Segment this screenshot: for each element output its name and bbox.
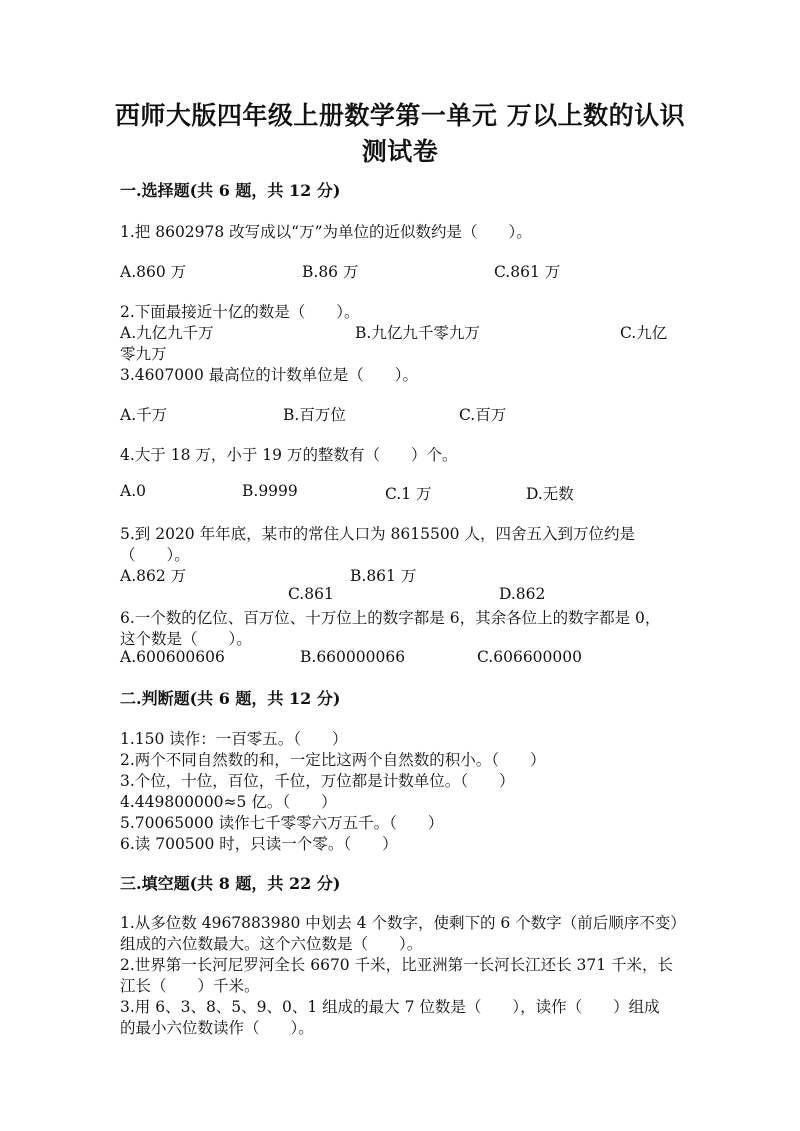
option: B.九亿九千零九万 [355, 324, 480, 342]
question-stem: 2.下面最接近十亿的数是（ ）。 [120, 303, 360, 321]
judge-item: 5.70065000 读作七千零零六万五千。（ ） [120, 814, 444, 832]
question-stem: 3.4607000 最高位的计数单位是（ ）。 [120, 366, 418, 384]
option: B.660000066 [300, 648, 406, 666]
option: B.861 万 [350, 567, 417, 585]
question-stem-cont: （ ）。 [120, 546, 190, 564]
fill-line: 2.世界第一长河尼罗河全长 6670 千米，比亚洲第一长河长江还长 371 千米，长 [120, 956, 674, 974]
judge-item: 2.两个不同自然数的和，一定比这两个自然数的积小。（ ） [120, 751, 546, 769]
fill-line: 江长（ ）千米。 [120, 977, 260, 995]
option: C.九亿 [620, 324, 668, 342]
fill-line: 1.从多位数 4967883980 中划去 4 个数字，使剩下的 6 个数字（前后顺序不变） [120, 914, 686, 932]
page-title: 西师大版四年级上册数学第一单元 万以上数的认识 [114, 101, 686, 130]
option: C.861 [288, 585, 334, 603]
judge-item: 3.个位，十位，百位，千位，万位都是计数单位。（ ） [120, 772, 515, 790]
page-title-line2: 测试卷 [361, 137, 439, 166]
fill-line: 的最小六位数读作（ ）。 [120, 1019, 314, 1037]
option: C.861 万 [494, 263, 561, 281]
question-stem-cont: 这个数是（ ）。 [120, 630, 252, 648]
option: A.0 [120, 482, 146, 500]
option: A.千万 [120, 406, 168, 424]
option: B.百万位 [283, 406, 346, 424]
question-stem: 4.大于 18 万，小于 19 万的整数有（ ）个。 [120, 446, 458, 464]
section-heading-choice: 一.选择题(共 6 题，共 12 分) [120, 181, 341, 200]
option: A.九亿九千万 [120, 324, 214, 342]
judge-item: 1.150 读作：一百零五。（ ） [120, 730, 348, 748]
option: D.862 [499, 585, 546, 603]
option-wrap: 零九万 [120, 345, 167, 363]
option: D.无数 [526, 485, 574, 503]
option: C.606600000 [477, 648, 582, 666]
section-heading-fill: 三.填空题(共 8 题，共 22 分) [120, 874, 341, 893]
option: A.860 万 [120, 263, 187, 281]
option: B.9999 [242, 482, 298, 500]
judge-item: 6.读 700500 时，只读一个零。（ ） [120, 835, 398, 853]
question-stem: 5.到 2020 年年底，某市的常住人口为 8615500 人，四舍五入到万位约是 [120, 525, 635, 543]
option: A.862 万 [120, 567, 187, 585]
question-stem: 6.一个数的亿位、百万位、十万位上的数字都是 6，其余各位上的数字都是 0， [120, 609, 661, 627]
option: B.86 万 [302, 263, 359, 281]
option: C.百万 [459, 406, 507, 424]
question-stem: 1.把 8602978 改写成以“万”为单位的近似数约是（ ）。 [120, 223, 532, 241]
option: A.600600606 [120, 648, 225, 666]
section-heading-judge: 二.判断题(共 6 题，共 12 分) [120, 689, 341, 708]
option: C.1 万 [385, 485, 432, 503]
judge-item: 4.449800000≈5 亿。（ ） [120, 793, 337, 811]
fill-line: 3.用 6、3、8、5、9、0、1 组成的最大 7 位数是（ ），读作（ ）组成 [120, 998, 660, 1016]
fill-line: 组成的六位数最大。这个六位数是（ ）。 [120, 935, 423, 953]
